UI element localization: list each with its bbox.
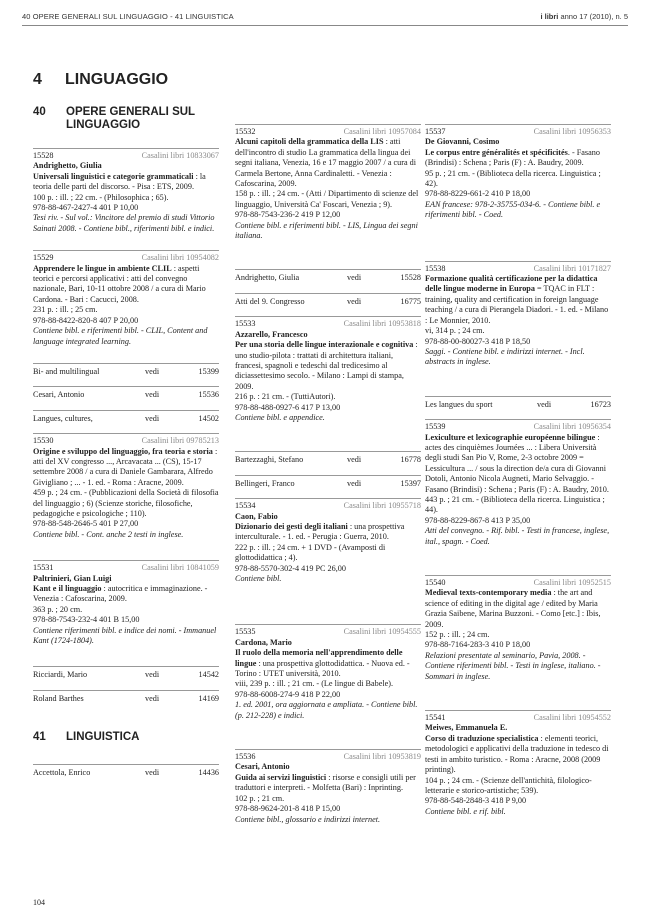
entry-id: 15537 xyxy=(425,127,446,136)
subsection-41-heading xyxy=(33,731,219,744)
entry-note: Contiene bibl. xyxy=(235,574,282,583)
xref-row xyxy=(235,475,421,492)
xref-id: 15399 xyxy=(198,366,219,376)
xref-row xyxy=(235,269,421,286)
entry-id: 15529 xyxy=(33,253,54,263)
entry-15537 xyxy=(425,124,611,221)
entry-publisher: Casalini libri 10833067 xyxy=(141,151,219,160)
xref-vedi: vedi xyxy=(145,768,160,778)
entry-isbn: 978-88-7543-236-2 419 P 12,00 xyxy=(235,210,341,220)
entry-imprint: : the art and science of editing in the digital age / edited by Maria Grazia Saibene, Marina Buzzoni. - Como [etc.] : Ibis, 2009. xyxy=(425,588,601,629)
entry-15533 xyxy=(235,316,421,423)
running-head-right xyxy=(540,12,628,21)
xref-name: Atti del 9. Congresso xyxy=(235,296,305,306)
page-number: 104 xyxy=(33,898,45,907)
xref-name: Cesari, Antonio xyxy=(33,390,85,400)
entry-isbn: 978-88-8229-661-2 410 P 18,00 xyxy=(425,189,531,199)
entry-id: 15531 xyxy=(33,563,54,573)
xref-row xyxy=(33,410,219,427)
entry-title: Apprendere le lingue in ambiente CLIL xyxy=(33,263,172,273)
xref-row xyxy=(33,666,219,683)
entry-15538 xyxy=(425,261,611,368)
xref-name: Bellingeri, Franco xyxy=(235,478,295,488)
entry-physical: viii, 239 p. : ill. ; 21 cm. - (Le lingue di Babele). xyxy=(235,679,394,689)
xref-name: Andrighetto, Giulia xyxy=(235,273,300,283)
entry-id: 15539 xyxy=(425,422,446,432)
entry-title: Origine e sviluppo del linguaggio, fra teoria e storia xyxy=(33,446,213,456)
entry-note: Atti del convegno. - Rif. bibl. - Testi in francese, inglese, ital., spagn. - Coed. xyxy=(425,526,610,546)
xref-name: Accettola, Enrico xyxy=(33,768,91,778)
xref-id: 14169 xyxy=(198,693,219,703)
entry-physical: 102 p. ; 21 cm. xyxy=(235,793,285,803)
xref-id: 16778 xyxy=(400,455,421,465)
entry-author: Meiwes, Emmanuela E. xyxy=(425,723,508,733)
entry-publisher: Casalini libri 10957084 xyxy=(343,127,421,136)
running-head-left: 40 OPERE GENERALI SUL LINGUAGGIO - 41 LINGUISTICA xyxy=(22,12,234,21)
entry-note: Contiene bibl. - Cont. anche 2 testi in inglese. xyxy=(33,529,184,539)
entry-author: De Giovanni, Cosimo xyxy=(425,137,500,147)
entry-15535 xyxy=(235,624,421,721)
xref-name: Bi- and multilingual xyxy=(33,366,100,376)
journal-name: i libri xyxy=(540,12,559,21)
entry-imprint: : elementi teorici, metodologici e applicativi della traduzione in tedesco di testi in ambito turistico. - Roma : Aracne, 2008 (2009 printing). xyxy=(425,733,609,775)
entry-15534 xyxy=(235,498,421,584)
xref-name: Roland Barthes xyxy=(33,693,84,703)
entry-title: Medieval texts-contemporary media xyxy=(425,588,552,598)
xref-id: 16775 xyxy=(400,296,421,306)
entry-physical: 216 p. : 21 cm. - (TuttiAutori). xyxy=(235,392,336,402)
xref-vedi: vedi xyxy=(347,273,362,283)
entry-note: Contiene bibl. e riferimenti bibl. - LIS, Lingua dei segni italiana. xyxy=(235,220,418,241)
entry-isbn: 978-88-548-2848-3 418 P 9,00 xyxy=(425,796,527,806)
entry-imprint: : atti del XV congresso ..., Arcavacata ... (CS), 15-17 settembre 2008 / a cura di Daniele Gambarara, Alfredo Givigliano ; ... - 1. ed. - Roma : Aracne, 2009. xyxy=(33,446,218,487)
entry-isbn: 978-88-8422-820-8 407 P 20,00 xyxy=(33,315,139,325)
entry-title: Kant e il linguaggio xyxy=(33,584,102,593)
entry-15540 xyxy=(425,575,611,682)
entry-physical: vi, 314 p. ; 24 cm. xyxy=(425,326,485,336)
entry-id: 15541 xyxy=(425,713,446,723)
entry-id: 15540 xyxy=(425,578,446,587)
entry-isbn: 978-88-00-80027-3 418 P 18,50 xyxy=(425,336,531,346)
entry-id: 15538 xyxy=(425,263,446,273)
entry-15541 xyxy=(425,710,611,817)
entry-id: 15536 xyxy=(235,752,256,762)
entry-note: EAN francese: 978-2-35755-034-6. - Contiene bibl. e riferimenti bibl. - Coed. xyxy=(425,199,601,220)
entry-id: 15530 xyxy=(33,436,54,446)
subsection-40-heading xyxy=(33,106,219,132)
entry-title: Il ruolo della memoria nell'apprendimento delle lingue xyxy=(235,648,403,668)
entry-note: 1. ed. 2001, ora aggiornata e ampliata. - Contiene bibl. (p. 212-228) e indici. xyxy=(235,700,418,720)
entry-author: Azzarello, Francesco xyxy=(235,329,308,339)
xref-row xyxy=(235,451,421,468)
column-3 xyxy=(425,124,611,817)
xref-row xyxy=(33,386,219,403)
entry-imprint: : actes des cinquièmes Journées ... : Libera Università degli studi San Pio V, Rome, 2-3 octobre 2009 = Lessicultura ... / sous la direction de/a cura di Giovanni Dotoli, Antonio Nicola Augneti, Mario Selvaggio. - Fasano (Brindisi) : Schena ; Paris (F) : A. Baudry, 2010. xyxy=(425,432,609,494)
xref-name: Les langues du sport xyxy=(425,399,493,409)
entry-15536 xyxy=(235,749,421,825)
entry-imprint: : atti dell'incontro di studio La grammatica della lingua dei segni italiana, Venezia, 16 e 17 maggio 2007 / a cura di Carmela Bertone, Anna Cardinaletti. - Venezia : Cafoscarina, 2009. xyxy=(235,137,417,189)
entry-title: Formazione qualità certificazione per la didattica delle lingue moderne in Europa xyxy=(425,274,598,294)
entry-publisher: Casalini libri 10953819 xyxy=(343,752,421,762)
entry-author: Paltrinieri, Gian Luigi xyxy=(33,573,112,583)
entry-isbn: 978-88-6008-274-9 418 P 22,00 xyxy=(235,689,341,699)
entry-physical: 95 p. ; 21 cm. - (Biblioteca della ricerca. Linguistica ; 42). xyxy=(425,168,601,189)
journal-issue: anno 17 (2010), n. 5 xyxy=(558,12,628,21)
entry-imprint: : autocritica e immaginazione. - Venezia : Cafoscarina, 2009. xyxy=(33,584,208,604)
entry-15530 xyxy=(33,433,219,540)
entry-publisher: Casalini libri 10841059 xyxy=(141,563,219,573)
subsection-41-title: LINGUISTICA xyxy=(66,731,140,744)
section-name: LINGUAGGIO xyxy=(65,71,169,88)
entry-15531 xyxy=(33,560,219,646)
entry-publisher: Casalini libri 10953818 xyxy=(343,319,421,329)
xref-row xyxy=(33,764,219,781)
entry-imprint: : risorse e consigli utili per traduttori e interpreti. - Molfetta (Bari) : Inprinting. xyxy=(235,772,416,793)
entry-title: Lexiculture et lexicographie européenne bilingue xyxy=(425,432,596,442)
xref-name: Bartezzaghi, Stefano xyxy=(235,455,304,465)
xref-row xyxy=(33,690,219,707)
xref-name: Langues, cultures, xyxy=(33,413,93,423)
entry-imprint: : la teoria delle parti del discorso. - Pisa : ETS, 2009. xyxy=(33,171,206,192)
entry-imprint: : aspetti teorici e percorsi applicativi : atti del convegno nazionale, Bari, 10-11 ottobre 2008 / a cura di Mario Cardona. - Bari : Cacucci, 2008. xyxy=(33,263,206,304)
header-rule xyxy=(22,25,628,26)
entry-author: Cardona, Mario xyxy=(235,637,292,647)
subsection-41-number: 41 xyxy=(33,731,46,744)
entry-imprint: . - Fasano (Brindisi) : Schena ; Paris (F) : A. Baudry, 2009. xyxy=(425,147,600,168)
entry-physical: 459 p. ; 24 cm. - (Pubblicazioni della Società di filosofia del linguaggio ; 6) (Scienze storiche, filosofiche, pedagogiche e psicologiche ; 110). xyxy=(33,488,219,518)
entry-id: 15532 xyxy=(235,127,256,136)
entry-imprint: = TQAC in FLT : training, quality and certification in foreign language teaching / a cura di Pierangela Diadori. - 1. ed. - Milano : Le Monnier, 2010. xyxy=(425,284,609,325)
xref-row xyxy=(235,293,421,310)
entry-imprint: : una prospettiva glottodidattica. - Nuova ed. - Torino : UTET università, 2010. xyxy=(235,658,410,679)
xref-vedi: vedi xyxy=(347,455,362,465)
xref-vedi: vedi xyxy=(145,390,160,400)
xref-id: 14436 xyxy=(198,768,219,778)
entry-15529 xyxy=(33,250,219,347)
entry-physical: 152 p. : ill. ; 24 cm. xyxy=(425,630,490,640)
xref-vedi: vedi xyxy=(145,693,160,703)
entry-id: 15533 xyxy=(235,319,256,329)
entry-title: Universali linguistici e categorie grammaticali xyxy=(33,171,194,181)
entry-physical: 100 p. : ill. ; 22 cm. - (Philosophica ; 65). xyxy=(33,192,169,202)
entry-isbn: 978-88-467-2427-4 401 P 10,00 xyxy=(33,203,139,213)
entry-physical: 443 p. ; 21 cm. - (Biblioteca della ricerca. Linguistica ; 44). xyxy=(425,494,605,515)
entry-author: Andrighetto, Giulia xyxy=(33,161,102,171)
entry-note: Contiene bibl. e appendice. xyxy=(235,412,325,422)
entry-id: 15535 xyxy=(235,627,256,637)
entry-isbn: 978-88-5570-302-4 419 PC 26,00 xyxy=(235,563,346,573)
entry-author: Caon, Fabio xyxy=(235,511,278,521)
xref-id: 15397 xyxy=(400,478,421,488)
subsection-40-number: 40 xyxy=(33,106,46,118)
entry-isbn: 978-88-488-0927-6 417 P 13,00 xyxy=(235,402,341,412)
entry-physical: 104 p. ; 24 cm. - (Scienze dell'antichità, filologico-letterarie e storico-artistiche; 539). xyxy=(425,775,592,795)
entry-title: Dizionario dei gesti degli italiani xyxy=(235,521,348,531)
entry-isbn: 978-88-7543-232-4 401 B 15,00 xyxy=(33,615,140,625)
xref-id: 14502 xyxy=(198,413,219,423)
entry-title: Corso di traduzione specialistica xyxy=(425,733,539,743)
xref-vedi: vedi xyxy=(145,413,160,423)
xref-id: 14542 xyxy=(198,670,219,680)
column-2 xyxy=(235,124,421,825)
entry-15528 xyxy=(33,148,219,234)
entry-isbn: 978-88-9624-201-8 418 P 15,00 xyxy=(235,804,341,814)
entry-physical: 231 p. : ill. ; 25 cm. xyxy=(33,305,98,315)
entry-physical: 363 p. ; 20 cm. xyxy=(33,604,83,614)
entry-publisher: Casalini libri 10954555 xyxy=(343,627,421,637)
entry-author: Cesari, Antonio xyxy=(235,762,290,772)
entry-id: 15528 xyxy=(33,151,54,160)
xref-row xyxy=(425,396,611,413)
entry-note: Contiene bibl., glossario e indirizzi internet. xyxy=(235,814,381,824)
entry-physical: 158 p. : ill. ; 24 cm. - (Atti / Dipartimento di scienze del linguaggio, Università Ca' Foscari, Venezia ; 9). xyxy=(235,189,419,209)
xref-vedi: vedi xyxy=(347,478,362,488)
xref-id: 16723 xyxy=(590,399,611,409)
entry-publisher: Casalini libri 10956353 xyxy=(533,127,611,136)
entry-isbn: 978-88-7164-283-3 410 P 18,00 xyxy=(425,640,531,650)
entry-note: Relazioni presentate al seminario, Pavia, 2008. - Contiene riferimenti bibl. - Testi in inglese, italiano. - Sommari in inglese. xyxy=(425,650,601,681)
xref-vedi: vedi xyxy=(347,296,362,306)
page-header xyxy=(22,12,628,24)
entry-imprint: : uno studio-pilota : trattati di architettura italiani, francesi, spagnoli e tedeschi dal tredicesimo al diciassettesimo secolo. - Milano : Lampi di stampa, 2009. xyxy=(235,340,418,391)
entry-note: Contiene bibl. e riferimenti bibl. - CLIL, Content and language integrated learning. xyxy=(33,326,208,346)
xref-name: Ricciardi, Mario xyxy=(33,670,88,680)
entry-note: Tesi riv. - Sul vol.: Vincitore del premio di studi Vittorio Sainati 2008. - Contiene bibl., riferimenti bibl. e indici. xyxy=(33,213,215,233)
entry-note: Saggi. - Contiene bibl. e indirizzi internet. - Incl. abstracts in inglese. xyxy=(425,346,585,367)
entry-publisher: Casalini libri 10171827 xyxy=(533,263,611,273)
entry-isbn: 978-88-548-2646-5 401 P 27,00 xyxy=(33,519,139,529)
xref-id: 15536 xyxy=(198,390,219,400)
section-number: 4 xyxy=(33,71,42,88)
entry-publisher: Casalini libri 10952515 xyxy=(533,578,611,587)
column-1 xyxy=(33,104,219,782)
entry-15532 xyxy=(235,124,421,241)
entry-publisher: Casalini libri 10955718 xyxy=(343,501,421,511)
xref-vedi: vedi xyxy=(145,670,160,680)
entry-title: Per una storia delle lingue interazionale e cognitiva xyxy=(235,340,414,350)
entry-publisher: Casalini libri 10954082 xyxy=(141,253,219,263)
entry-publisher: Casalini libri 10956354 xyxy=(533,422,611,432)
entry-imprint: : una prospettiva interculturale. - 1. ed. - Perugia : Guerra, 2010. xyxy=(235,521,405,542)
subsection-40-title: OPERE GENERALI SUL LINGUAGGIO xyxy=(66,106,195,131)
entry-publisher: Casalini libri 09785213 xyxy=(141,436,219,446)
entry-physical: 222 p. : ill. ; 24 cm. + 1 DVD - (Avamposti di glottodidattica ; 4). xyxy=(235,542,386,563)
entry-isbn: 978-88-8229-867-8 413 P 35,00 xyxy=(425,515,531,525)
xref-row xyxy=(33,363,219,380)
xref-vedi: vedi xyxy=(537,399,552,409)
xref-vedi: vedi xyxy=(145,366,160,376)
section-title xyxy=(33,71,168,89)
entry-publisher: Casalini libri 10954552 xyxy=(533,713,611,723)
entry-title: Le corpus entre généralités et spécificités xyxy=(425,147,568,157)
entry-title: Guida ai servizi linguistici xyxy=(235,772,327,782)
entry-note: Contiene bibl. e rif. bibl. xyxy=(425,806,506,816)
entry-id: 15534 xyxy=(235,501,256,511)
xref-id: 15528 xyxy=(400,273,421,283)
entry-15539 xyxy=(425,419,611,547)
entry-note: Contiene riferimenti bibl. e indice dei nomi. - Immanuel Kant (1724-1804). xyxy=(33,625,217,646)
entry-title: Alcuni capitoli della grammatica della LIS xyxy=(235,137,384,147)
